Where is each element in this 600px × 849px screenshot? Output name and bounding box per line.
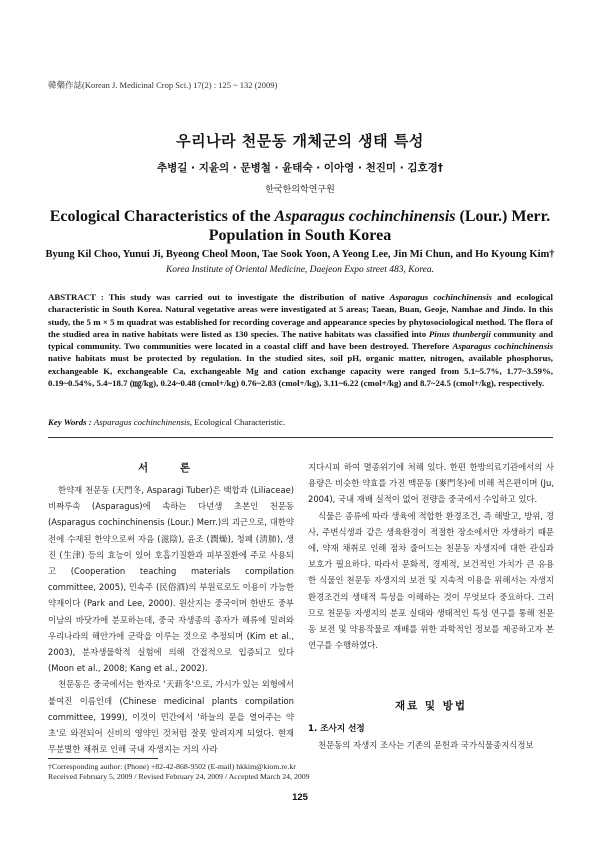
corresponding-author: †Corresponding author: (Phone) +82-42-868-9502 (E-mail) hkkim@kiom.re.kr [48,762,296,771]
abstract [48,291,553,389]
korean-authors: 추병길 · 지윤의 · 문병철 · 윤태숙 · 이아영 · 천진미 · 김호경† [156,162,444,174]
footnote-divider [48,758,158,759]
intro-paragraph-3: 식물은 종류에 따라 생육에 적합한 환경조건, 즉 해발고, 방위, 경사, 주변식생과 같은 생육환경이 적절한 장소에서만 자생하기 때문에, 약재 채취로 인해 점차 줄어드는 천문동 자생지에 대한 관심과 보호가 필요하다. 따라서 문화적, 경제적, 보건적인 가치가 큰 유용한 식물인 천문동 자생지의 보전 및 지속적 이용을 위해서는 자생지 환경조건의 생태적 특성을 이해하는 것이 무엇보다 중요하다. 그러므로 천문동 자생지의 분포 실태와 생태적인 특성 연구를 통해 천문동 보전 및 약용작물로 재배를 위한 과학적인 정보를 제공하고자 본 연구를 수행하였다. [308,510,554,651]
section-heading-methods: 재료 및 방법 [394,700,468,712]
methods-paragraph-1: 천문동의 자생지 조사는 기존의 문헌과 국가식물종지식정보 [318,740,534,750]
abstract-species: Asparagus cochinchinensis [452,341,553,352]
intro-paragraph-continued: 지다시피 하여 멸종위기에 처해 있다. 한편 한방의료기관에서의 사용량은 비슷한 약효를 가진 맥문동 (麥門冬)에 비해 적은편이며 (Ju, 2004), 국내 재배 실적이 없어 전량을 중국에서 수입하고 있다. [308,462,554,505]
abstract-text: native habitats must be protected by regulation. In the studied sites, soil pH, organic matter, nitrogen, available phosphorus, exchangeable K, exchangeable Ca, exchangeable Mg and cation exchange capacity were ranged from 5.1~5.7%, 1.77~3.59%, 0.19~0.54%, 5.4~18.7 (㎎/kg), 0.24~0.48 (cmol+/kg) 0.76~2.83 (cmol+/kg), 3.11~6.22 (cmol+/kg) and 8.7~24.5 (cmol+/kg), respectively. [48,353,553,389]
intro-column [48,482,294,757]
english-affiliation: Korea Institute of Oriental Medicine, Daejeon Expo street 483, Korea. [165,265,435,275]
abstract-species: Asparagus cochinchinensis [389,292,492,302]
intro-paragraph-2: 천문동은 중국에서는 한자로 '天𧃫冬'으로, 가시가 있는 외형에서 붙여진 이름인데 (Chinese medicinal plants compilation committee, 1999), 이것이 민간에서 '하늘의 문을 열어주는 약초'로 와전되어 신비의 영약인 것처럼 잘못 알려지게 되었다. 현재 무분별한 채취로 인해 국내 자생지는 거의 사라 [48,679,294,755]
title-part: (Lour.) Merr. Population in South Korea [208,208,551,244]
keywords-text: , Ecological Characteristic. [189,417,286,427]
keywords-species: Asparagus cochinchinensis [93,417,190,427]
keywords [48,417,553,427]
abstract-label: ABSTRACT : [48,292,104,302]
footnote [48,762,553,782]
abstract-text: This study was carried out to investigate the distribution of native [103,292,390,302]
abstract-text: community and typical community. Two communities were located in a coastal cliff and have been destroyed. Therefore [48,328,554,352]
english-title [40,207,560,245]
section-heading-introduction: 서 론 [138,462,204,474]
journal-citation: 韓藥作誌(Korean J. Medicinal Crop Sci.) 17(2) : 125 ~ 132 (2009) [48,80,278,90]
title-species: Asparagus cochinchinensis [274,208,456,225]
english-authors: Byung Kil Choo, Yunui Ji, Byeong Cheol Moon, Tae Sook Yoon, A Yeong Lee, Jin Mi Chun, and Ho Kyoung Kim† [45,249,555,260]
korean-affiliation: 한국한의학연구원 [265,185,335,195]
title-part: Ecological Characteristics of the [49,208,275,225]
abstract-text: and ecological characteristic in South Korea. Natural vegetative areas were investigated at 5 areas; Taean, Buan, Geoje, Namhae and Jindo. In this study, the 5 m × 5 m quadrat was established for recording coverage and appearance species by phytosociological method. The flora of the studied area in native habitats were listed as 130 species. The native habitats was classified into [48,292,553,339]
received-dates: Received February 5, 2009 / Revised February 24, 2009 / Accepted March 24, 2009 [48,772,310,781]
abstract-species: Pinus thunbergii [428,328,491,339]
subsection-heading: 1. 조사지 선정 [308,724,365,734]
korean-title: 우리나라 천문동 개체군의 생태 특성 [176,132,424,150]
keywords-label: Key Words : [48,417,92,427]
page-number: 125 [292,792,308,803]
divider [48,437,553,438]
right-column-text [308,459,554,653]
intro-paragraph-1: 한약재 천문동 (天門冬, Asparagi Tuber)은 백합과 (Liliaceae) 비짜루속 (Asparagus)에 속하는 다년생 초본인 천문동 (Asparagus cochinchinensis (Lour.) Merr.)의 괴근으로, 대한약전에 수재된 한약으로써 자음 (滋陰), 윤조 (潤燥), 청폐 (淸肺), 생진 (生津) 등의 효능이 있어 호흡기질환과 피부질환에 주로 사용되고 (Cooperation teaching materials compilation committee, 2005), 민속주 (民俗酒)의 부원료로도 이용이 가능한 약재이다 (Park and Lee, 2000). 원산지는 중국이며 한반도 중부 이남의 바닷가에 분포하는데, 중국 자생종의 종자가 해류에 밀려와 우리나라의 해안가에 군락을 이루는 것으로 추정되며 (Kim et al., 2003), 분자생물학적 실험에 의해 간접적으로 입증되고 있다 (Moon et al., 2008; Kang et al., 2002). [48,485,294,674]
methods-column [308,737,554,753]
